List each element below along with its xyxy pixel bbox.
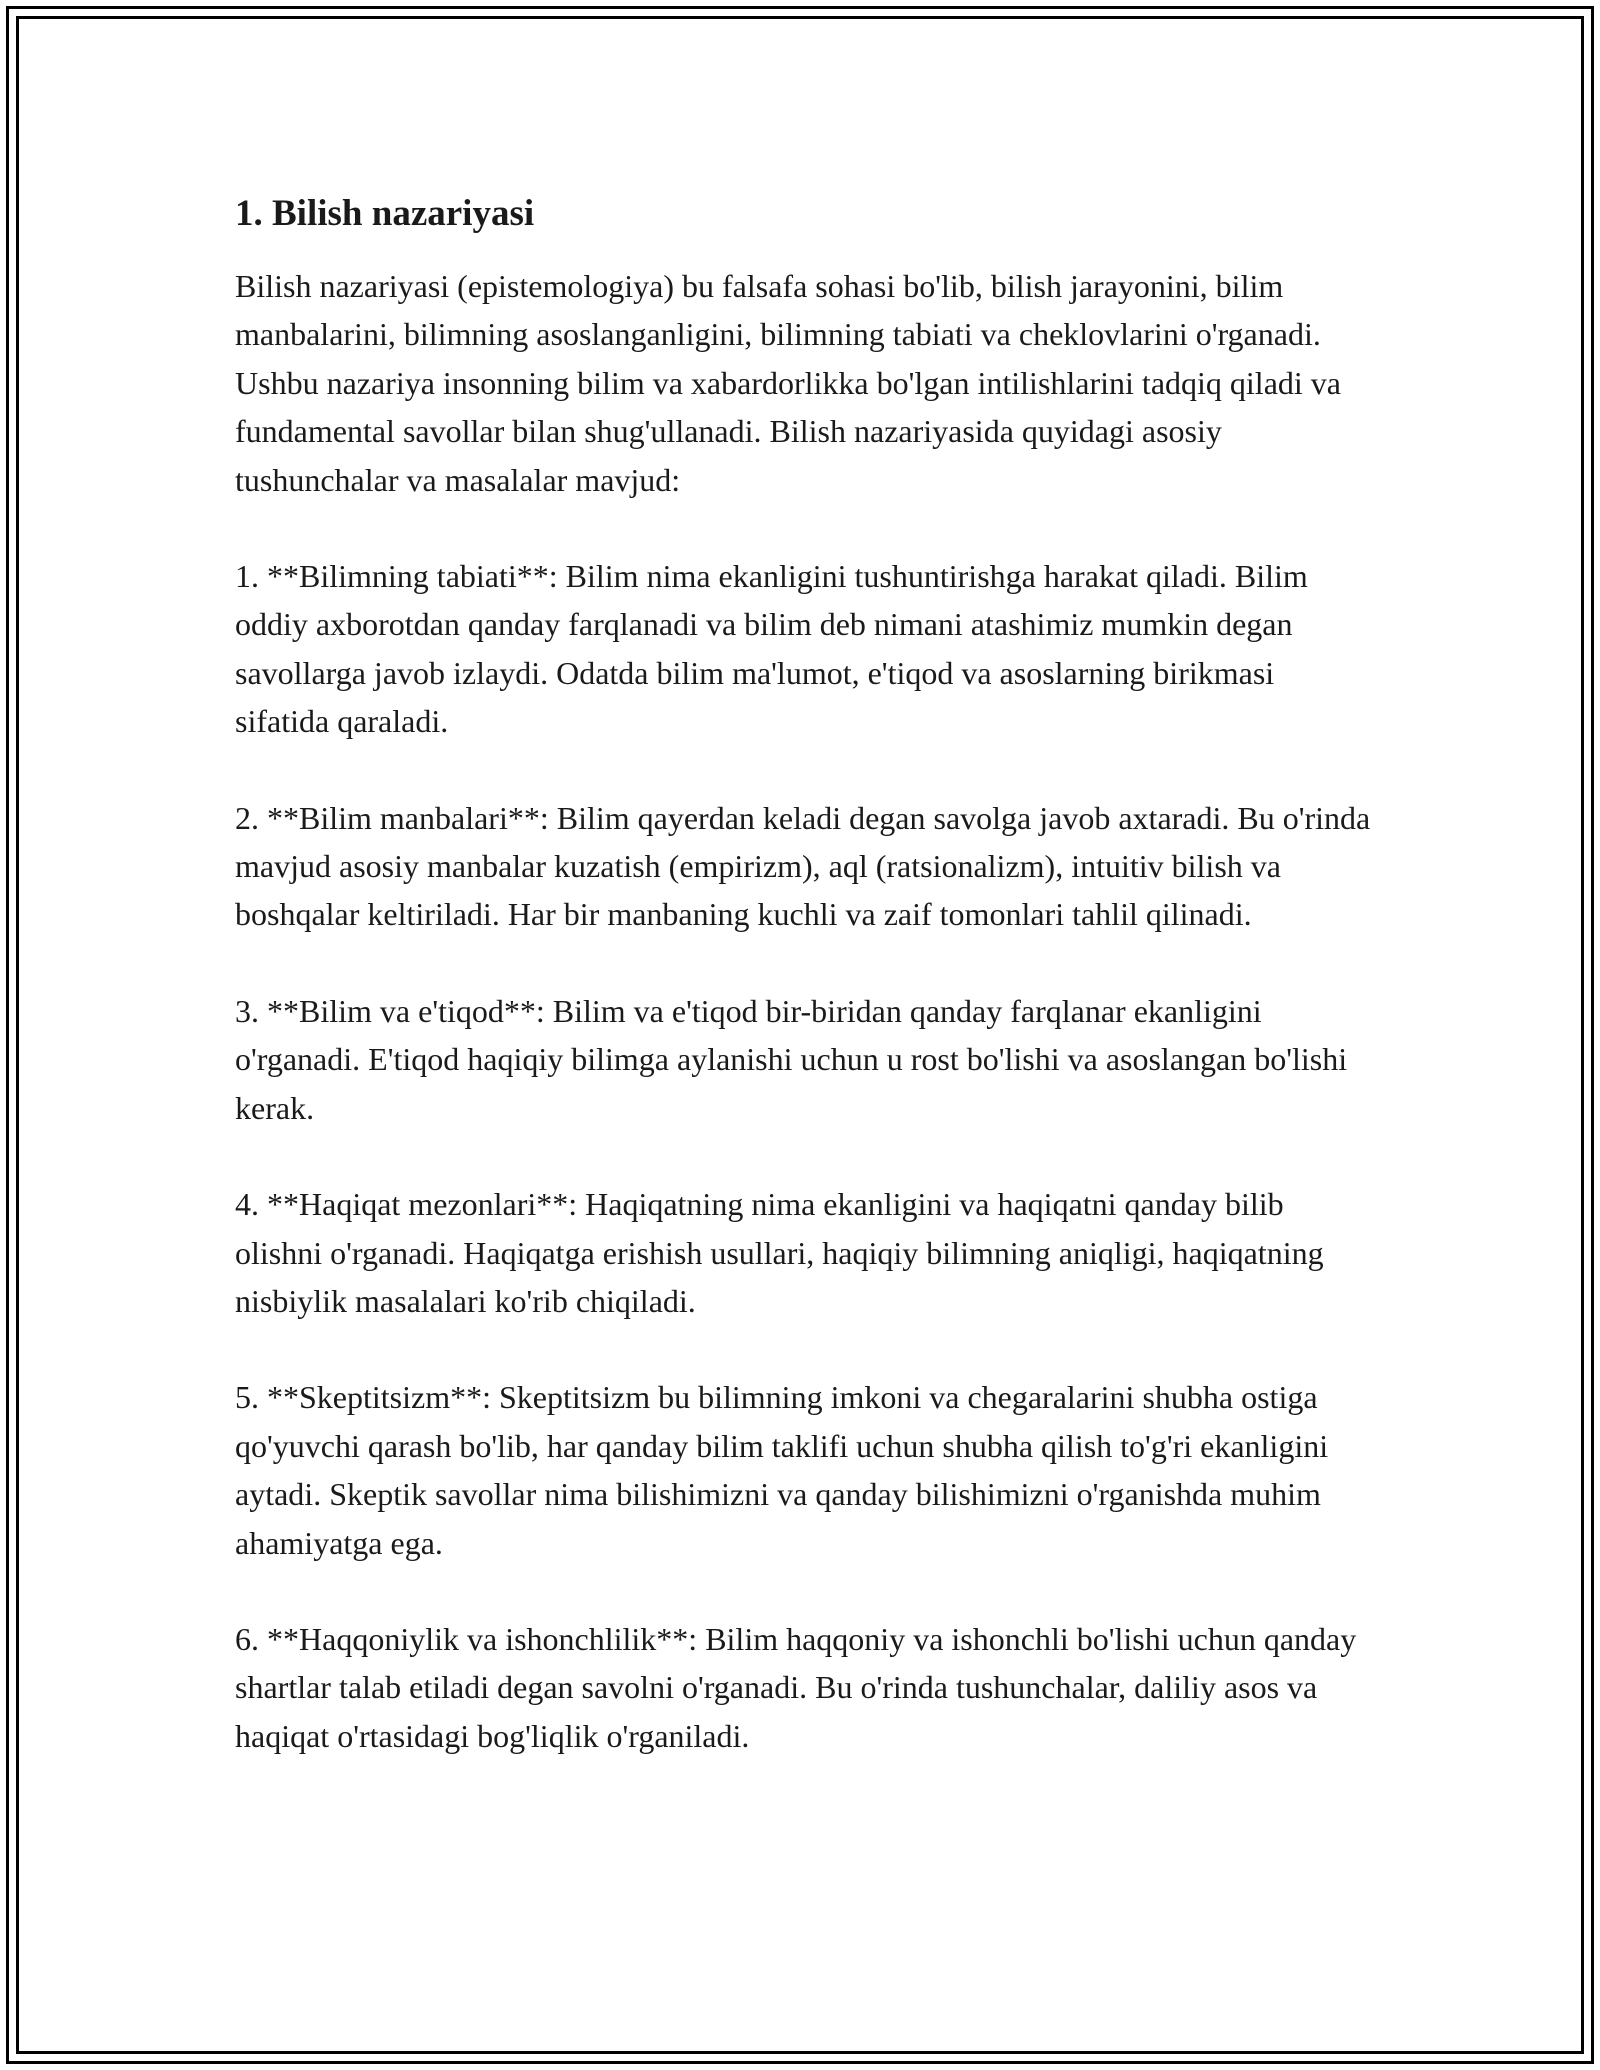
item-haqiqat-mezonlari: 4. **Haqiqat mezonlari**: Haqiqatning nima ekanligini va haqiqatni qanday bilib olishni o'rganadi. Haqiqatga erishish usullari, haqiqiy bilimning aniqligi, haqiqatning nisbiylik masalalari ko'rib chiqiladi. [235, 1186, 1324, 1319]
item-bilimning-tabiati: 1. **Bilimning tabiati**: Bilim nima ekanligini tushuntirishga harakat qiladi. Bilim oddiy axborotdan qanday farqlanadi va bilim deb nimani atashimiz mumkin degan savollarga javob izlaydi. Odatda bilim ma'lumot, e'tiqod va asoslarning birikmasi sifatida qaraladi. [235, 558, 1308, 740]
document-body [235, 188, 1375, 1808]
item-bilim-manbalari: 2. **Bilim manbalari**: Bilim qayerdan keladi degan savolga javob axtaradi. Bu o'rinda mavjud asosiy manbalar kuzatish (empirizm), aql (ratsionalizm), intuitiv bilish va boshqalar keltiriladi. Har bir manbaning kuchli va zaif tomonlari tahlil qilinadi. [235, 799, 1371, 933]
item-haqqoniylik: 6. **Haqqoniylik va ishonchlilik**: Bilim haqqoniy va ishonchli bo'lishi uchun qanday shartlar talab etiladi degan savolni o'rganadi. Bu o'rinda tushunchalar, daliliy asos va haqiqat o'rtasidagi bog'liqlik o'rganiladi. [235, 1620, 1357, 1754]
item-bilim-va-etiqod: 3. **Bilim va e'tiqod**: Bilim va e'tiqod bir-biridan qanday farqlanar ekanligini o'rganadi. E'tiqod haqiqiy bilimga aylanishi uchun u rost bo'lishi va asoslangan bo'lishi kerak. [235, 992, 1348, 1126]
section-heading: 1. Bilish nazariyasi [235, 193, 535, 234]
item-skeptitsizm: 5. **Skeptitsizm**: Skeptitsizm bu bilimning imkoni va chegaralarini shubha ostiga qo'yuvchi qarash bo'lib, har qanday bilim taklifi uchun shubha qilish to'g'ri ekanligini aytadi. Skeptik savollar nima bilishimizni va qanday bilishimizni o'rganishda muhim ahamiyatga ega. [235, 1379, 1329, 1561]
intro-paragraph: Bilish nazariyasi (epistemologiya) bu falsafa sohasi bo'lib, bilish jarayonini, bilim manbalarini, bilimning asoslanganligini, bilimning tabiati va cheklovlarini o'rganadi. Ushbu nazariya insonning bilim va xabardorlikka bo'lgan intilishlarini tadqiq qiladi va fundamental savollar bilan shug'ullanadi. Bilish nazariyasida quyidagi asosiy tushunchalar va masalalar mavjud: [235, 268, 1341, 498]
